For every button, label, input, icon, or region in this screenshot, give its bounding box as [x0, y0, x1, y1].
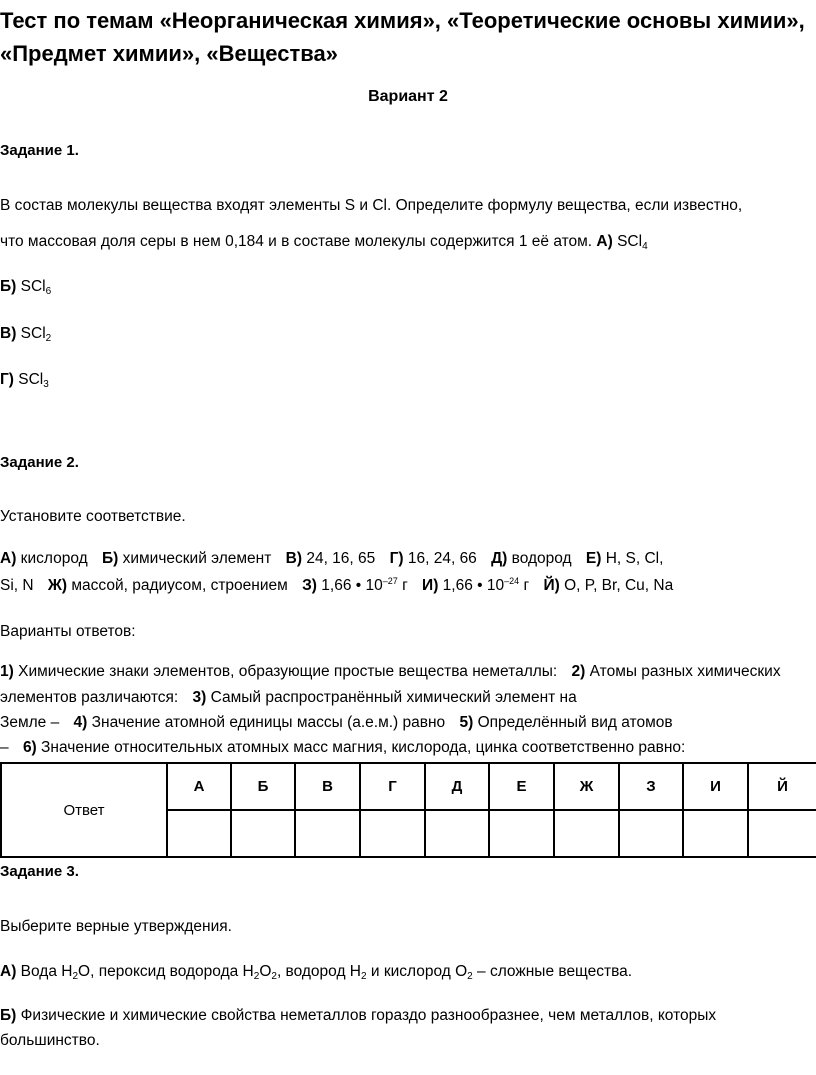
task3-instruction: Выберите верные утверждения. — [0, 918, 232, 935]
task1-text-line1: В состав молекулы вещества входят элементы S и Cl. Определите формулу вещества, если известно, — [0, 197, 743, 214]
task2-answers-heading: Варианты ответов: — [0, 623, 136, 640]
answer-table — [0, 762, 816, 858]
task1-option-b: Б) SCl$_6$ — [0, 278, 52, 297]
answer-col-header: В — [295, 763, 360, 810]
task1-heading: Задание 1. — [0, 142, 79, 159]
task2-heading: Задание 2. — [0, 454, 79, 471]
task1-option-a-label: А) — [596, 233, 613, 250]
task1-option-a: SCl$_4$ — [617, 233, 648, 252]
answer-col-header: З — [619, 763, 683, 810]
answer-col-header: И — [683, 763, 748, 810]
answer-cell[interactable] — [425, 810, 489, 857]
answer-cell[interactable] — [683, 810, 748, 857]
task2-instruction: Установите соответствие. — [0, 508, 186, 525]
task3-statement-b-line2: большинство. — [0, 1032, 100, 1049]
task2-answers-line3: Земле – 4) Значение атомной единицы массы (а.е.м.) равно 5) Определённый вид атомов — [0, 714, 673, 731]
task2-answers-line4: – 6) Значение относительных атомных масс магния, кислорода, цинка соответственно равно: — [0, 739, 686, 756]
answer-cell[interactable] — [489, 810, 554, 857]
answer-cell[interactable] — [748, 810, 816, 857]
answer-cell[interactable] — [619, 810, 683, 857]
task2-answers-line1: 1) Химические знаки элементов, образующие простые вещества неметаллы: 2) Атомы разных химических — [0, 663, 781, 680]
answer-cell[interactable] — [167, 810, 231, 857]
answer-col-header: Г — [360, 763, 425, 810]
answer-col-header: Д — [425, 763, 489, 810]
task2-items-line1: А) кислород Б) химический элемент В) 24, 16, 65 Г) 16, 24, 66 Д) водород Е) H, S, Cl, — [0, 550, 664, 567]
answer-col-header: Ж — [554, 763, 619, 810]
answer-cell[interactable] — [554, 810, 619, 857]
task2-answers-line2: элементов различаются: 3) Самый распространённый химический элемент на — [0, 689, 577, 706]
answer-cell[interactable] — [231, 810, 295, 857]
task1-text-line2-body: что массовая доля серы в нем 0,184 и в составе молекулы содержится 1 её атом. — [0, 233, 593, 250]
answer-col-header: Б — [231, 763, 295, 810]
answer-col-header: Й — [748, 763, 816, 810]
task1-option-d: Г) SCl$_3$ — [0, 371, 49, 390]
task3-statement-a: А) Вода $H_2O$, пероксид водорода $H_2O_2$, водород $H_2$ и кислород $O_2$ – сложные вещества. — [0, 963, 633, 982]
answer-col-header: Е — [489, 763, 554, 810]
task1-text-line2 — [0, 233, 648, 251]
answer-row-label: Ответ — [1, 763, 167, 857]
variant-label: Вариант 2 — [368, 88, 448, 105]
page-title: Тест по темам «Неорганическая химия», «Теоретические основы химии», «Предмет химии», «Вещества» — [0, 8, 805, 66]
task2-items-line2: Si, N Ж) массой, радиусом, строением З) 1,66 • $10^{-27}$ г И) 1,66 • $10^{-24}$ г Й) O, P, Br, Cu, Na — [0, 576, 674, 594]
answer-col-header: А — [167, 763, 231, 810]
answer-cell[interactable] — [360, 810, 425, 857]
task3-heading: Задание 3. — [0, 863, 79, 880]
task3-statement-b-line1: Б) Физические и химические свойства неметаллов гораздо разнообразнее, чем металлов, которых — [0, 1007, 717, 1024]
task1-option-c: В) SCl$_2$ — [0, 325, 52, 344]
answer-cell[interactable] — [295, 810, 360, 857]
